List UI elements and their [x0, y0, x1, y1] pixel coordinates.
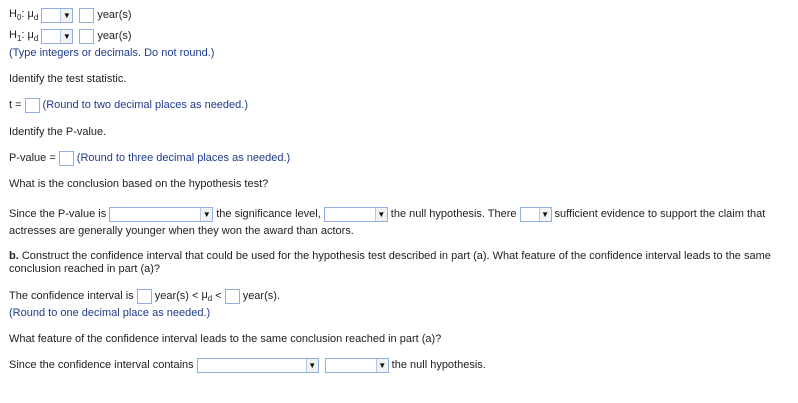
conclusion-null-text: the null hypothesis. There: [390, 208, 517, 220]
feature-null-text: the null hypothesis.: [391, 359, 486, 371]
ci-lower-input[interactable]: [137, 289, 152, 304]
conclusion-prompt: What is the conclusion based on the hypothesis test?: [9, 178, 269, 190]
conclusion-significance-text: the significance level,: [216, 208, 321, 220]
conclusion-continuation: actresses are generally younger when they won the award than actors.: [9, 225, 354, 237]
ci-round-hint: (Round to one decimal place as needed.): [9, 307, 211, 319]
reject-decision-dropdown[interactable]: [324, 207, 388, 222]
feature-since-text: Since the confidence interval contains: [9, 359, 194, 371]
h0-operator-dropdown[interactable]: [41, 8, 73, 23]
t-label: t =: [9, 99, 22, 111]
contains-value-dropdown[interactable]: [197, 358, 319, 373]
ci-lt: <: [215, 290, 222, 302]
p-value-label: P-value =: [9, 152, 56, 164]
ci-upper-input[interactable]: [225, 289, 240, 304]
h1-row: [9, 28, 132, 44]
type-hint: (Type integers or decimals. Do not round.): [9, 47, 215, 59]
conclusion-evidence-text: sufficient evidence to support the claim that: [554, 208, 766, 220]
part-b-text: [9, 250, 779, 276]
h0-value-input[interactable]: [79, 8, 94, 23]
part-b-body: Construct the confidence interval that could be used for the hypothesis test described in part (a). What feature of the confidence interval leads to the same conclusion reached in part (a)?: [9, 250, 771, 275]
h1-operator-dropdown[interactable]: [41, 29, 73, 44]
chevron-down-icon: ▼: [200, 208, 212, 221]
h1-value-input[interactable]: [79, 29, 94, 44]
feature-decision-dropdown[interactable]: [325, 358, 389, 373]
h1-unit: year(s): [97, 30, 132, 42]
ci-unit-end: year(s).: [242, 290, 280, 302]
p-value-comparison-dropdown[interactable]: [109, 207, 213, 222]
evidence-dropdown[interactable]: [520, 207, 552, 222]
ci-prefix: The confidence interval is: [9, 290, 134, 302]
test-statistic-prompt: Identify the test statistic.: [9, 73, 127, 85]
ci-unit-lt: year(s) <: [154, 290, 199, 302]
chevron-down-icon: ▼: [306, 359, 318, 372]
feature-row: [9, 357, 486, 373]
conclusion-row: [9, 206, 765, 222]
h0-row: [9, 7, 132, 23]
h0-label: $H_0$: $\mu_d$: [9, 7, 39, 23]
t-value-input[interactable]: [25, 98, 40, 113]
conclusion-since-text: Since the P-value is: [9, 208, 107, 220]
part-b-label: b.: [9, 250, 19, 262]
chevron-down-icon: ▼: [375, 208, 387, 221]
chevron-down-icon: ▼: [60, 30, 72, 43]
p-value-round-hint: (Round to three decimal places as needed.): [76, 152, 291, 164]
p-value-prompt: Identify the P-value.: [9, 126, 107, 138]
h0-unit: year(s): [97, 9, 132, 21]
chevron-down-icon: ▼: [539, 208, 551, 221]
p-value-input[interactable]: [59, 151, 74, 166]
ci-mu-d: $\mu_d$: [201, 288, 213, 304]
t-round-hint: (Round to two decimal places as needed.): [42, 99, 248, 111]
confidence-interval-row: [9, 288, 280, 304]
chevron-down-icon: ▼: [376, 359, 388, 372]
feature-prompt: What feature of the confidence interval leads to the same conclusion reached in part (a)?: [9, 333, 442, 345]
chevron-down-icon: ▼: [60, 9, 72, 22]
t-row: [9, 97, 248, 113]
p-value-row: [9, 150, 290, 166]
h1-label: $H_1$: $\mu_d$: [9, 28, 39, 44]
